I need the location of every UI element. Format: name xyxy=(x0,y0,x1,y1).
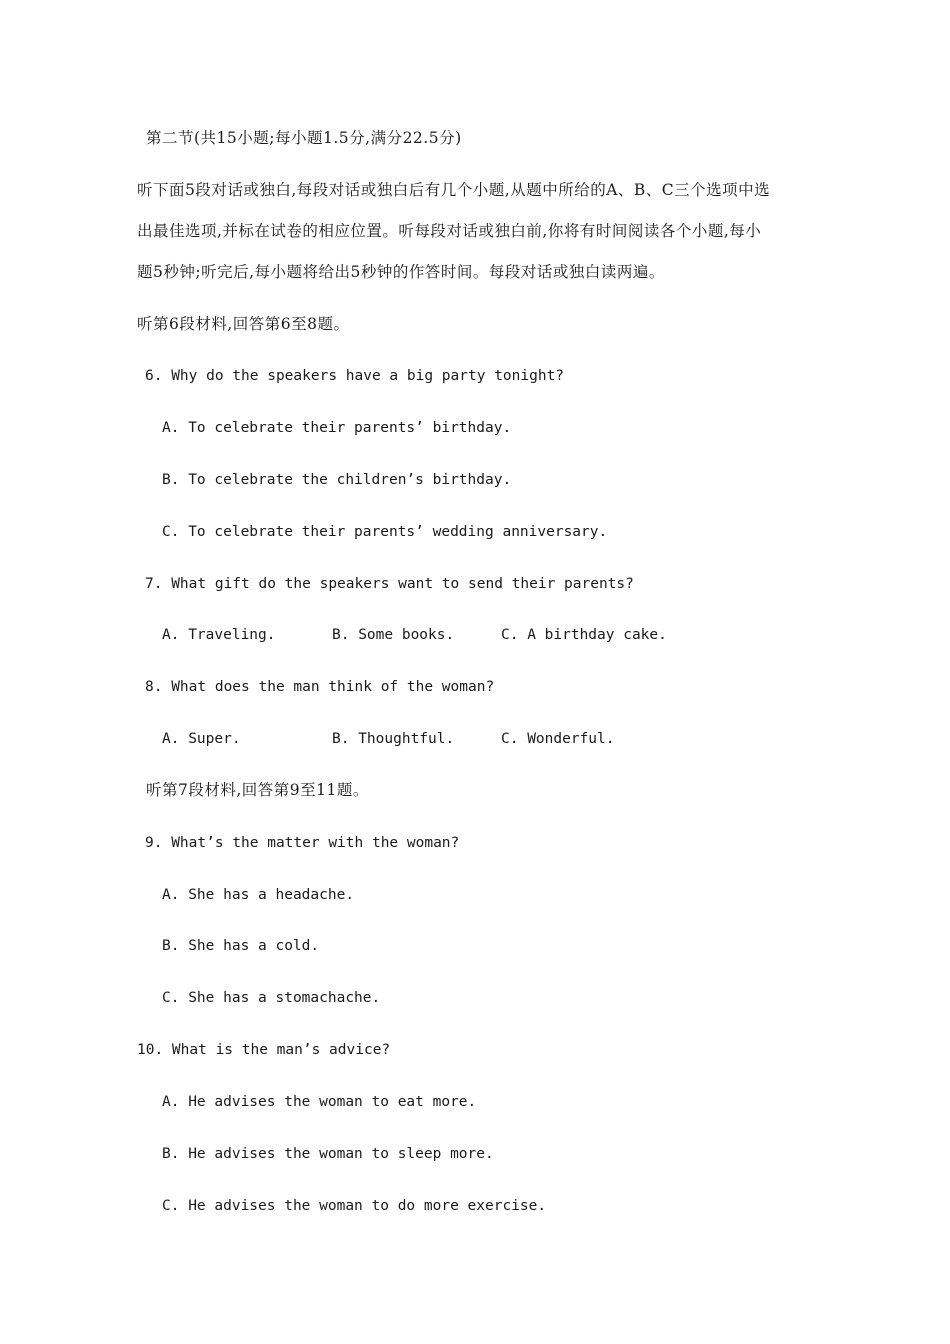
question-7-option-a: A. Traveling. xyxy=(162,627,276,643)
question-6-option-b: B. To celebrate the children’s birthday. xyxy=(162,472,512,488)
question-9-option-b: B. She has a cold. xyxy=(162,938,320,954)
question-10-option-a: A. He advises the woman to eat more. xyxy=(162,1094,477,1110)
section-heading: 第二节(共15小题;每小题1.5分,满分22.5分) xyxy=(146,129,462,147)
instructions-line-2: 出最佳选项,并标在试卷的相应位置。听每段对话或独白前,你将有时间阅读各个小题,每小 xyxy=(137,222,762,240)
instructions-line-1: 听下面5段对话或独白,每段对话或独白后有几个小题,从题中所给的A、B、C三个选项中选 xyxy=(137,181,771,199)
question-7-option-b: B. Some books. xyxy=(332,627,455,643)
question-6-stem: 6. Why do the speakers have a big party tonight? xyxy=(145,368,565,384)
question-7-stem: 7. What gift do the speakers want to send their parents? xyxy=(145,576,634,592)
question-10-option-c: C. He advises the woman to do more exercise. xyxy=(162,1198,547,1214)
question-8-option-a: A. Super. xyxy=(162,731,241,747)
question-9-stem: 9. What’s the matter with the woman? xyxy=(145,835,460,851)
question-7-option-c: C. A birthday cake. xyxy=(501,627,667,643)
question-10-stem: 10. What is the man’s advice? xyxy=(137,1042,391,1058)
question-10-option-b: B. He advises the woman to sleep more. xyxy=(162,1146,494,1162)
question-6-option-a: A. To celebrate their parents’ birthday. xyxy=(162,420,512,436)
question-9-option-a: A. She has a headache. xyxy=(162,887,355,903)
question-8-option-b: B. Thoughtful. xyxy=(332,731,455,747)
instructions-line-3: 题5秒钟;听完后,每小题将给出5秒钟的作答时间。每段对话或独白读两遍。 xyxy=(137,263,665,281)
question-8-stem: 8. What does the man think of the woman? xyxy=(145,679,495,695)
passage-6-header: 听第6段材料,回答第6至8题。 xyxy=(137,315,350,333)
passage-7-header: 听第7段材料,回答第9至11题。 xyxy=(146,781,369,799)
question-6-option-c: C. To celebrate their parents’ wedding anniversary. xyxy=(162,524,608,540)
question-8-option-c: C. Wonderful. xyxy=(501,731,615,747)
question-9-option-c: C. She has a stomachache. xyxy=(162,990,381,1006)
